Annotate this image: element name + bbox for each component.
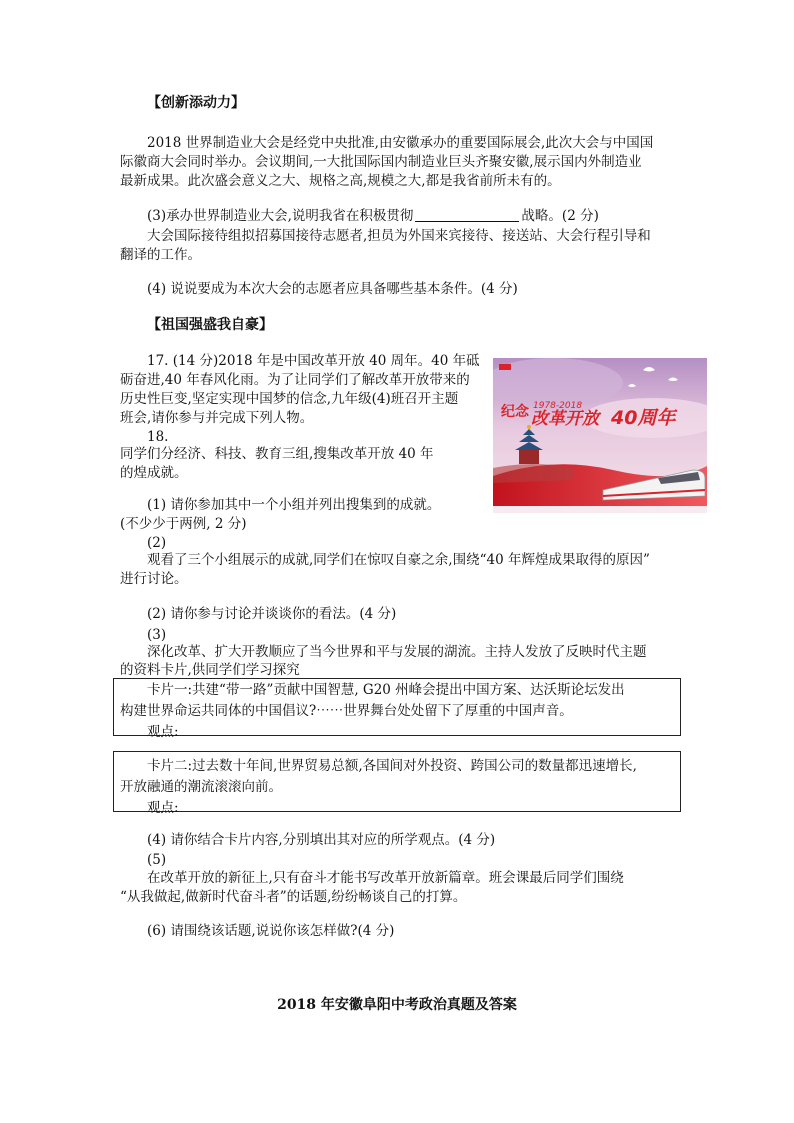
section-heading-innovation: 【创新添动力】	[147, 95, 245, 111]
innovation-intro-line-1: 2018 世界制造业大会是经党中央批准,由安徽承办的重要国际展会,此次大会与中国国	[147, 135, 654, 151]
question-4-volunteer: (4) 说说要成为本次大会的志愿者应具备哪些基本条件。(4 分)	[147, 281, 518, 297]
question-3	[147, 206, 599, 227]
q18-number: 18.	[147, 429, 169, 445]
card-1-viewpoint-label: 观点:	[147, 724, 179, 740]
card-2-line-2: 开放融通的潮流滚滚向前。	[120, 779, 282, 795]
sub-question-1-line-2: (不少少于两例, 2 分)	[120, 516, 247, 532]
q17-line-4: 班会,请你参与并完成下列人物。	[120, 410, 314, 426]
material-card-2	[113, 751, 681, 816]
question-4-cards: (4) 请你结合卡片内容,分别填出其对应的所学观点。(4 分)	[147, 832, 496, 848]
struggle-line-2: “从我做起,做新时代奋斗者”的话题,纷纷畅谈自己的打算。	[120, 889, 467, 905]
section-heading-pride: 【祖国强盛我自豪】	[147, 317, 273, 333]
volunteer-line-2: 翻译的工作。	[120, 247, 201, 263]
volunteer-line-1: 大会国际接待组拟招募国接待志愿者,担员为外国来宾接待、接送站、大会行程引导和	[147, 228, 651, 244]
deepen-line-2: 的资料卡片,供同学们学习探究	[120, 662, 300, 678]
innovation-intro-line-2: 际徽商大会同时举办。会议期间,一大批国际国内制造业巨头齐聚安徽,展示国内外制造业	[120, 154, 642, 170]
corner-logo-mark	[499, 364, 511, 370]
card-1-line-1: 卡片一:共建“带一路”贡献中国智慧, G20 州峰会提出中国方案、达沃斯论坛发出	[147, 682, 625, 698]
q17-line-2: 砺奋进,40 年春风化雨。为了让同学们了解改革开放带来的	[120, 372, 470, 388]
question-3-prefix: (3)承办世界制造业大会,说明我省在积极贯彻	[147, 208, 414, 224]
discuss-line-2: 进行讨论。	[120, 571, 188, 587]
sub-question-2-number: (2)	[147, 535, 167, 551]
groups-line-2: 的煌成就。	[120, 465, 188, 481]
card-1-line-2: 构建世界命运共同体的中国倡议?⋯⋯世界舞台处处留下了厚重的中国声音。	[120, 703, 573, 719]
deepen-line-1: 深化改革、扩大开教顺应了当今世界和平与发展的湖流。主持人发放了反映时代主题	[147, 644, 647, 660]
poster-main-text: 改革开放	[531, 409, 599, 429]
sub-question-1-line-1: (1) 请你参加其中一个小组并列出搜集到的成就。	[147, 497, 441, 513]
q17-line-3: 历史性巨变,坚定实现中国梦的信念,九年级(4)班召开主题	[120, 391, 459, 407]
sub-question-5-number: (5)	[147, 852, 167, 868]
struggle-line-1: 在改革开放的新征上,只有奋斗才能书写改革开放新篇章。班会课最后同学们围绕	[147, 870, 624, 886]
poster-small-text: 纪念	[501, 404, 529, 420]
sub-question-3-number: (3)	[147, 627, 167, 643]
card-2-viewpoint-label: 观点:	[147, 800, 179, 816]
question-2-discussion: (2) 请你参与讨论并谈谈你的看法。(4 分)	[147, 606, 397, 622]
answer-blank[interactable]	[415, 207, 519, 222]
discuss-line-1: 观看了三个小组展示的成就,同学们在惊叹自豪之余,围绕“40 年辉煌成果取得的原因”	[147, 552, 650, 568]
question-6: (6) 请围绕该话题,说说你该怎样做?(4 分)	[147, 923, 395, 939]
poster-anniversary-text: 40周年	[611, 407, 676, 429]
innovation-intro-line-3: 最新成果。此次盛会意义之大、规格之高,规模之大,都是我省前所未有的。	[120, 173, 561, 189]
reform-anniversary-poster	[493, 358, 707, 513]
groups-line-1: 同学们分经济、科技、教育三组,搜集改革开放 40 年	[120, 446, 434, 462]
question-3-suffix: 战略。(2 分)	[521, 208, 599, 224]
document-title-footer: 2018 年安徽阜阳中考政治真题及答案	[277, 997, 517, 1013]
poster-illustration	[493, 358, 707, 513]
q17-line-1: 17. (14 分)2018 年是中国改革开放 40 周年。40 年砥	[147, 353, 480, 369]
poster-years: 1978-2018	[533, 401, 583, 411]
material-card-1	[113, 678, 681, 740]
card-2-line-1: 卡片二:过去数十年间,世界贸易总额,各国间对外投资、跨国公司的数量都迅速增长,	[147, 758, 637, 774]
